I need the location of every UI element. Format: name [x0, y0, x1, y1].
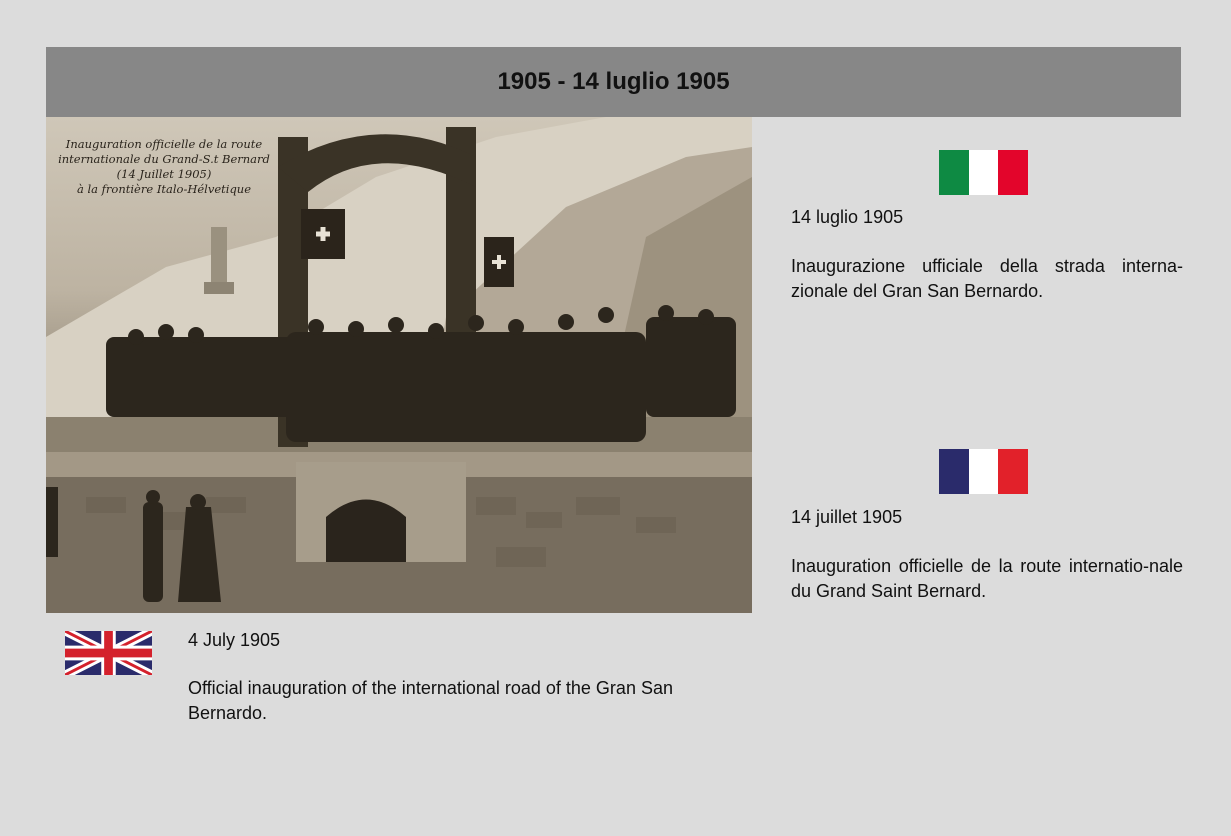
historic-photo	[46, 117, 752, 613]
photo-caption-line: Inauguration officielle de la route	[65, 137, 263, 151]
title-bar	[46, 47, 1181, 117]
photo-caption-line: à la frontière Italo-Hélvetique	[76, 182, 252, 196]
italian-description: Inaugurazione ufficiale della strada interna-zionale del Gran San Bernardo.	[791, 256, 1183, 301]
photo-caption-line: (14 Juillet 1905)	[116, 167, 212, 181]
uk-flag-icon	[65, 631, 152, 675]
italy-flag-icon	[939, 150, 1028, 195]
french-date: 14 juillet 1905	[791, 507, 903, 527]
french-description: Inauguration officielle de la route internatio-nale du Grand Saint Bernard.	[791, 556, 1183, 601]
italian-date: 14 luglio 1905	[791, 207, 904, 227]
france-flag-icon	[939, 449, 1028, 494]
photo-caption	[54, 137, 274, 197]
photo-caption-line: internationale du Grand-S.t Bernard	[58, 152, 270, 166]
english-date: 4 July 1905	[188, 630, 281, 650]
page-title: 1905 - 14 luglio 1905	[497, 68, 730, 95]
english-description: Official inauguration of the international road of the Gran San Bernardo.	[188, 678, 673, 723]
